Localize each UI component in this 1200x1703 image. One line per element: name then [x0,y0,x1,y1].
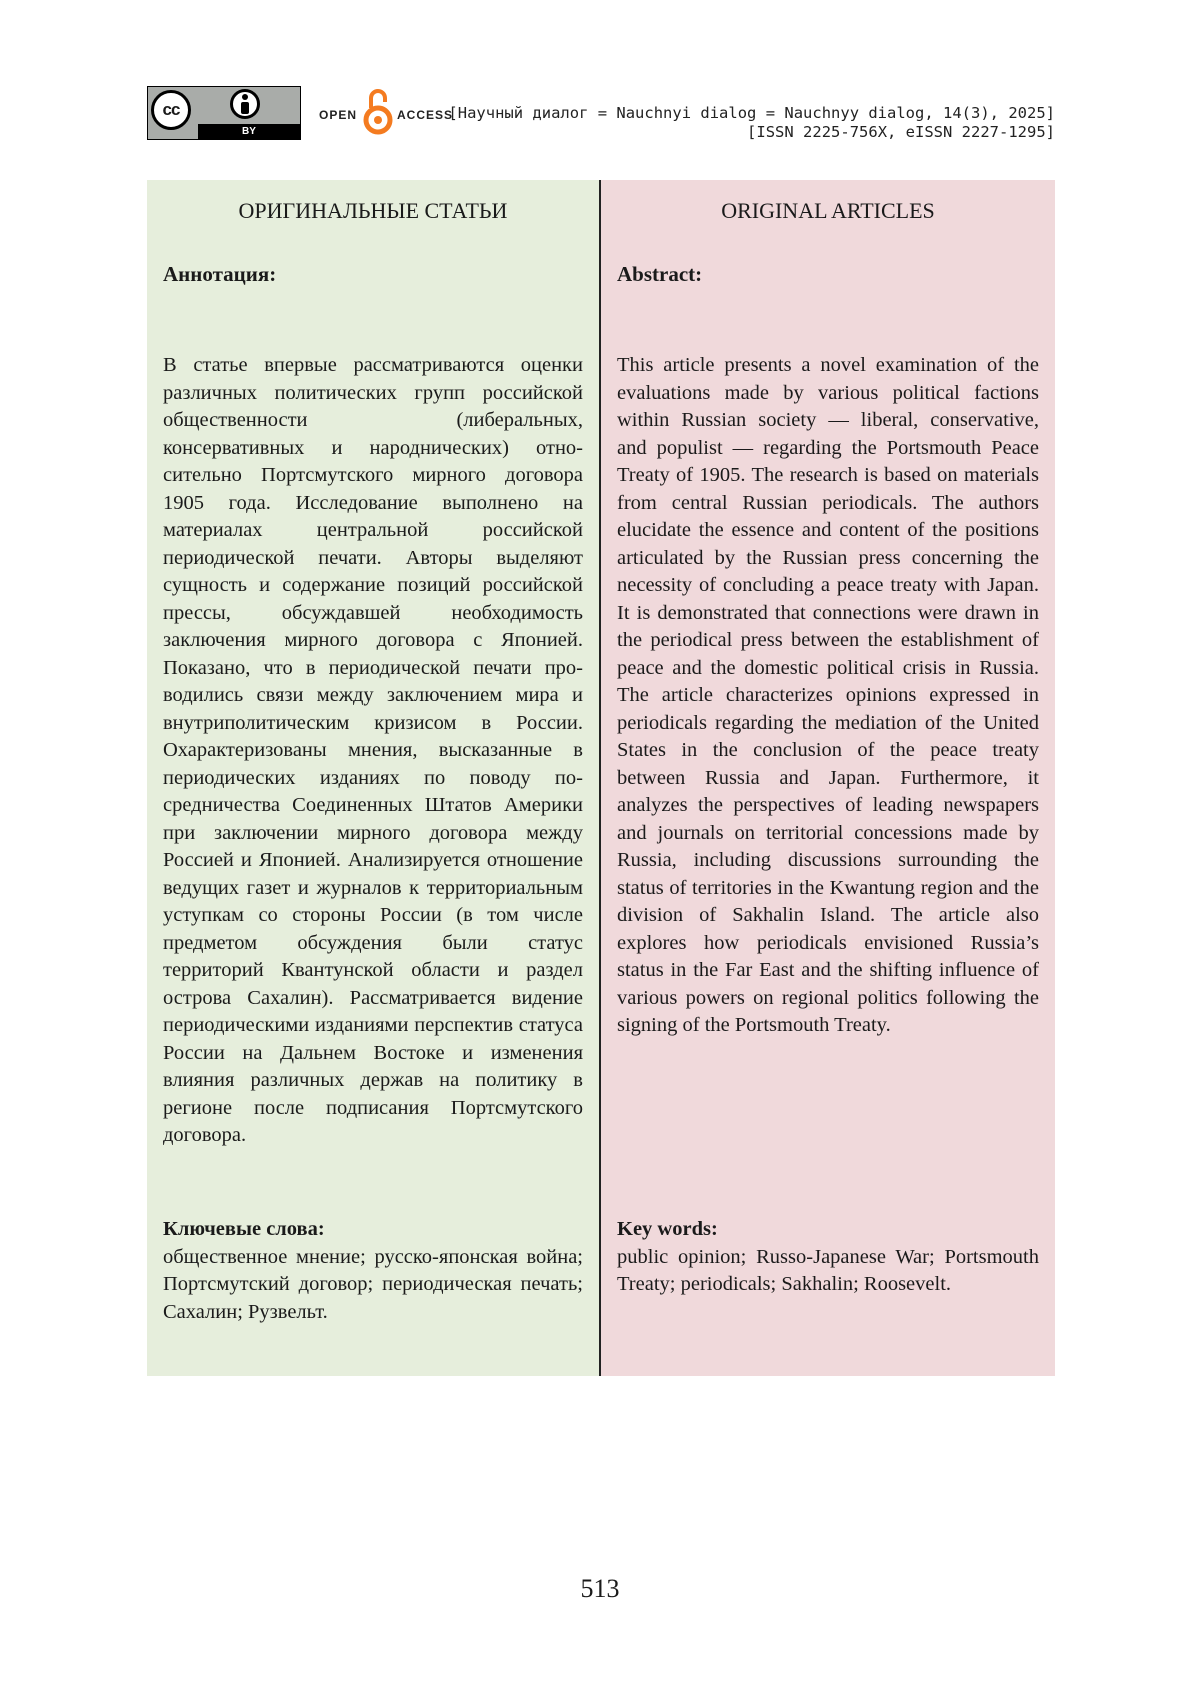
russian-keywords-label: Ключевые слова: [163,1216,583,1244]
open-access-access-text: ACCESS [397,108,453,122]
open-access-logo [319,84,469,140]
open-access-open-text: OPEN [319,108,357,122]
english-abstract-label: Abstract: [617,262,702,287]
page-number: 513 [0,1574,1200,1604]
english-abstract-text: This article presents a novel examination of the evaluations made by various politi­cal factions within Russian society — lib­eral, conservative, and populist — regarding the Portsmouth Peace Treaty of 1905. The re­search is based on materials from central Rus­sian periodicals. The authors elucidate the es­sence and content of the positions articulated by the Russian press concerning the necessity of concluding a peace treaty with Japan. It is demonstrated that connections were drawn in the periodical press between the establish­ment of peace and the domestic political crisis in Russia. The article characterizes opinions expressed in periodicals regarding the me­diation of the United States in the conclusion of the peace treaty between Russia and Japan. Furthermore, it analyzes the perspectives of leading newspapers and journals on terri­torial concessions made by Russia, including discussions surrounding the status of territo­ries in the Kwantung region and the division of Sakhalin Island. The article also explores how periodicals envisioned Russia’s status in the Far East and the shifting influence of vari­ous powers on regional politics following the signing of the Portsmouth Treaty. [617,352,1039,1040]
russian-keywords [163,1216,583,1326]
russian-abstract-text: В статье впервые рассматриваются оцен­ки различных политических групп рос­сийской общественности (либеральных, консервативных и народнических) отно­сительно Портсмутского мирного дого­вора 1905 года. Исследование выполнено на материалах центральной российской периодической печати. Авторы выделяют сущность и содержание позиций россий­ской прессы, обсуждавшей необходимость заключения мирного договора с Японией. Показано, что в периодической печати про­водились связи между заключением мира и внутриполитическим кризисом в России. Охарактеризованы мнения, высказанные в периодических изданиях по поводу по­средничества Соединенных Штатов Аме­рики при заключении мирного договора между Россией и Японией. Анализирует­ся отношение ведущих газет и журналов к территориальным уступкам со стороны России (в том числе предметом обсужде­ния были статус территорий Квантунской области и раздел острова Сахалин). Рас­сматривается видение периодическими изданиями перспектив статуса России на Дальнем Востоке и изменения влияния раз­личных держав на политику в регионе по­сле подписания Портсмутского договора. [163,352,583,1150]
russian-keywords-text: общественное мнение; русско-японская война; Портсмутский договор; периодиче­ская печать; Сахалин; Рузвельт. [163,1244,583,1327]
english-keywords-text: public opinion; Russo-Japanese War; Portsmouth Treaty; periodicals; Sakhalin; Roosevelt. [617,1244,1039,1299]
english-keywords-label: Key words: [617,1216,1039,1244]
journal-citation [448,104,1055,142]
cc-icon [151,90,191,130]
journal-citation-line: [Научный диалог = Nauchnyi dialog = Nauchnyy dialog, 14(3), 2025] [448,104,1055,123]
russian-abstract-label: Аннотация: [163,262,276,287]
attribution-person-icon [230,89,260,119]
english-section-title: ORIGINAL ARTICLES [601,198,1055,224]
cc-by-license-badge [147,86,301,140]
page-header [147,84,1055,144]
russian-column [147,180,601,1376]
english-keywords [617,1216,1039,1299]
russian-section-title: ОРИГИНАЛЬНЫЕ СТАТЬИ [147,198,599,224]
open-access-lock-icon [363,86,393,138]
bilingual-abstract-table [147,180,1055,1376]
by-label: BY [198,124,300,139]
english-column [601,180,1055,1376]
journal-issn-line: [ISSN 2225-756X, eISSN 2227-1295] [448,123,1055,142]
cc-label: cc [163,100,180,119]
